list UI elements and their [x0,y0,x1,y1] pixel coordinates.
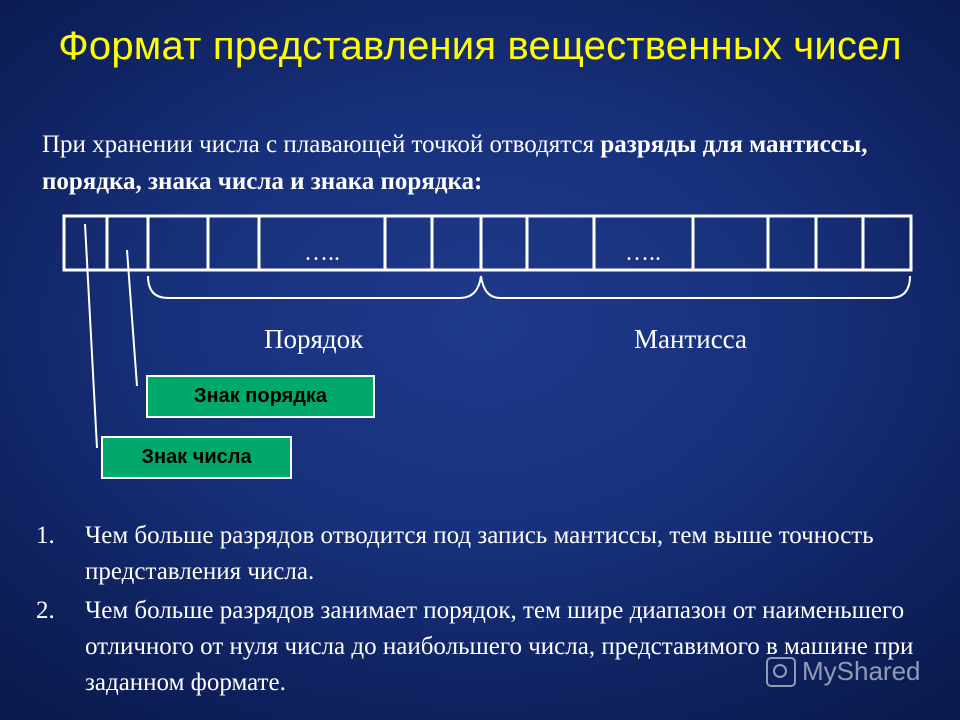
list-item [36,518,926,590]
sign-number-box: Знак числа [101,436,292,479]
sign-order-box: Знак порядка [146,375,375,418]
watermark-text: MyShared [802,656,921,686]
mantissa-label: Мантисса [634,324,747,354]
list-item-text: Чем больше разрядов отводится под запись мантиссы, тем выше точность представления числа. [85,522,874,585]
slide-title: Формат представления вещественных чисел [58,24,902,68]
intro-bold-text: разряды для мантиссы, порядка, знака числа и знака порядка: [42,131,868,195]
list-item-text: Чем больше разрядов занимает порядок, тем шире диапазон от наименьшего отличного от нуля числа до наибольшего числа, представимого в машине при заданном формате. [85,597,914,696]
myshared-logo-icon [766,657,796,687]
list-item-number: 2. [36,597,55,624]
order-label: Порядок [264,324,364,354]
mantissa-ellipsis: ….. [625,240,661,266]
mantissa-brace [500,276,910,298]
watermark [766,656,921,687]
list-item-number: 1. [36,522,55,549]
bit-register-outline [64,216,911,270]
order-brace [148,276,500,298]
sign-number-pointer [85,224,97,448]
order-ellipsis: ….. [304,240,340,266]
bit-cells [64,216,911,270]
intro-plain-text: При хранении числа с плавающей точкой отводятся [42,131,601,158]
